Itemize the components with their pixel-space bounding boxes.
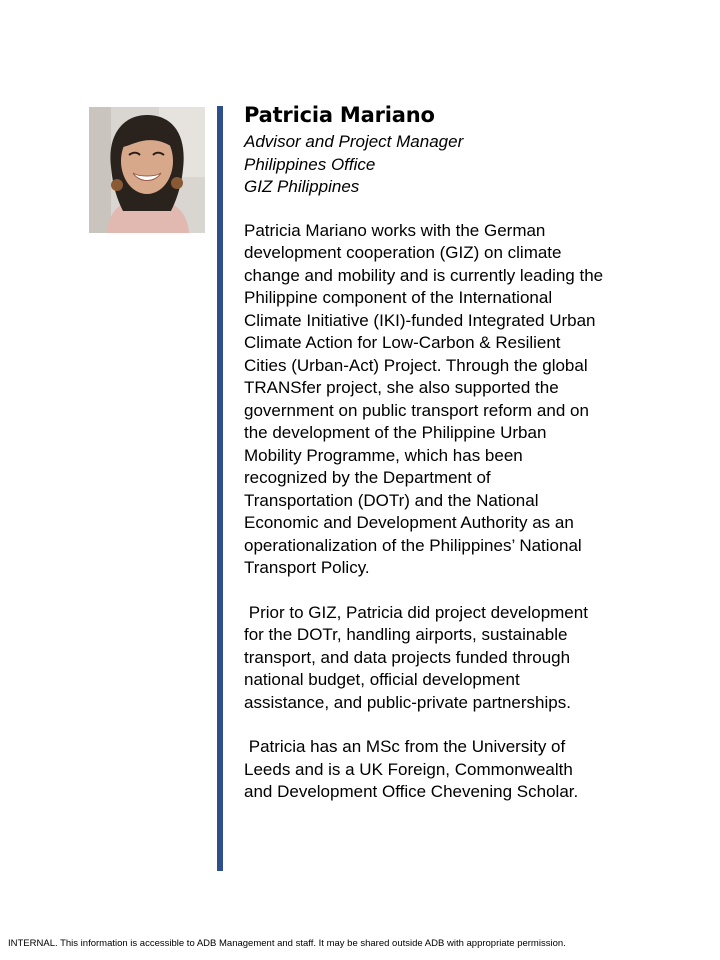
profile-office-line: Philippines Office — [244, 154, 376, 174]
bio-paragraph-current-role: Patricia Mariano works with the German development cooperation (GIZ) on climate change and mobility and is currently leading the Philippine component of the International Climate Initiative (IKI)-funded Integrated Urban Climate Action for Low-Carbon & Resilient Cities (Urban-Act) Project. Through the global TRANSfer project, she also supported the government on public transport reform and on the development of the Philippine Urban Mobility Programme, which has been recognized by the Department of Transportation (DOTr) and the National Economic and Development Authority as an operationalization of the Philippines’ National Transport Policy. — [244, 220, 604, 577]
accent-bar — [217, 106, 223, 871]
bio-paragraph-education: Patricia has an MSc from the University of Leeds and is a UK Foreign, Commonwealth and Development Office Chevening Scholar. — [244, 737, 579, 801]
profile-photo — [89, 107, 205, 233]
bio-section — [244, 99, 604, 804]
bio-paragraph-prior-experience: Prior to GIZ, Patricia did project development for the DOTr, handling airports, sustainable transport, and data projects funded through national budget, official development assistance, and public-private partnerships. — [244, 602, 593, 712]
profile-name: Patricia Mariano — [244, 103, 435, 127]
footer-notice: INTERNAL. This information is accessible to ADB Management and staff. It may be shared outside ADB with appropriate permission. — [8, 938, 566, 949]
profile-title-line: Advisor and Project Manager — [244, 132, 464, 151]
profile-organization-line: GIZ Philippines — [244, 177, 360, 196]
